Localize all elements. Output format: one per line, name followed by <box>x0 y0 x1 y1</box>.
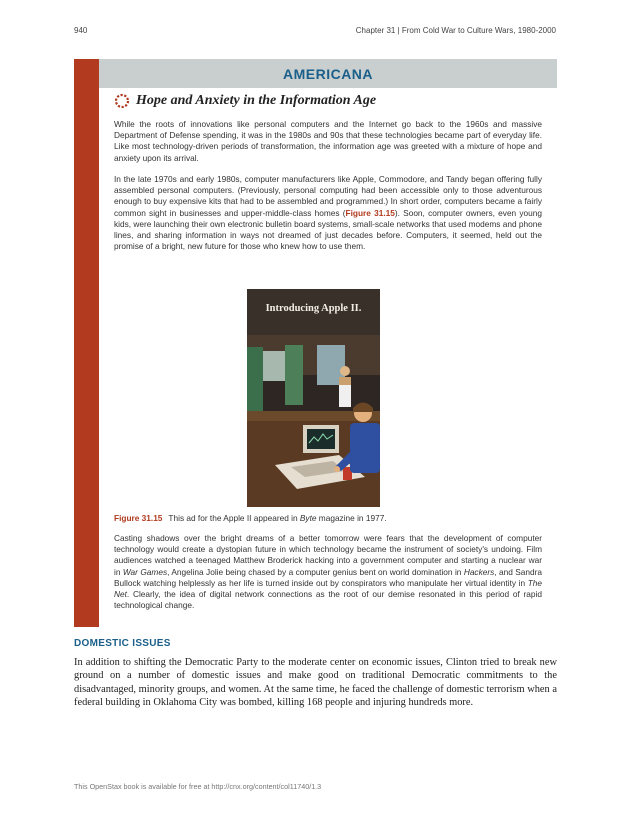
americana-star-icon <box>114 93 130 109</box>
film-title-hackers: Hackers <box>463 566 495 577</box>
feature-paragraph-3 <box>114 533 542 611</box>
feature-paragraph-2-text-b: ). Soon, computer owners, even young kids, were launching their own electronic bulletin board systems, small-scale networks that used modems and phone lines, and sharing information in ways not dreamed of just decades before. Computers, it seemed, held out the promise of a bright, new future for those who knew how to use them. <box>114 207 543 252</box>
feature-paragraph-2 <box>114 174 542 252</box>
film-title-the-net: The Net <box>114 577 542 600</box>
section-body: In addition to shifting the Democratic Party to the moderate center on economic issues, Clinton tried to break new ground on a number of domestic issues and make good on traditional Democratic commitments to the disadvantaged, minority groups, and women. At the same time, he faced the challenge of domestic terrorism when a federal building in Oklahoma City was bombed, killing 168 people and injuring hundreds more. <box>74 657 557 709</box>
footer-note: This OpenStax book is available for free at http://cnx.org/content/col11740/1.3 <box>74 782 322 791</box>
apple-ii-ad-image <box>247 289 380 507</box>
feature-banner <box>99 59 557 88</box>
p3-text-b: , Angelina Jolie being chased by a computer genius bent on world domination in <box>167 566 464 577</box>
section-heading: DOMESTIC ISSUES <box>74 638 171 649</box>
p3-text-a: Casting shadows over the bright dreams of a better tomorrow were fears that the development of computer technology would create a dystopian future in which technology became the instrument of society's undoing. Film audiences watched a teenaged Matthew Broderick hacking into a government computer and starting a nuclear war in <box>114 533 542 577</box>
p3-text-d: . Clearly, the idea of digital network connections as the root of our demise resonated in this period of rapid technological change. <box>114 589 542 611</box>
figure-caption-publication: Byte <box>299 513 317 523</box>
feature-paragraph-1: While the roots of innovations like personal computers and the Internet go back to the 1960s and massive Department of Defense spending, it was in the 1980s and 90s that these technologies became part of everyday life. Like most technology-driven periods of transformation, the information age was greeted with a mixture of hope and anxiety upon its arrival. <box>114 119 542 163</box>
film-title-war-games: War Games <box>122 566 168 577</box>
figure-caption-text-b: magazine in 1977. <box>316 513 387 523</box>
figure-caption <box>114 513 387 523</box>
page-number: 940 <box>74 26 88 35</box>
feature-side-bar <box>74 59 99 627</box>
p3-text-c: , and Sandra Bullock watching helplessly as her life is turned inside out by conspirators who manipulate her virtual identity in <box>114 566 542 588</box>
figure-caption-text-a: This ad for the Apple II appeared in <box>168 513 300 523</box>
chapter-header: Chapter 31 | From Cold War to Culture Wars, 1980-2000 <box>355 26 556 35</box>
apple-ii-ad-illustration <box>247 289 380 507</box>
figure-label: Figure 31.15 <box>114 513 163 523</box>
feature-title: Hope and Anxiety in the Information Age <box>136 93 377 108</box>
figure-reference-link[interactable]: Figure 31.15 <box>345 207 395 218</box>
feature-paragraph-2-text-a: In the late 1970s and early 1980s, computer manufacturers like Apple, Commodore, and Tandy began offering fully assembled personal computers. (Previously, personal computing had been accessible only to those adventurous enough to buy expensive kits that had to be assembled and programmed.) In short order, computers became a fairly common sight in businesses and upper-middle-class homes ( <box>114 174 542 218</box>
ad-headline: Introducing Apple II. <box>265 303 362 314</box>
feature-title-row <box>114 93 376 109</box>
americana-feature-box <box>74 59 557 627</box>
feature-label: AMERICANA <box>282 65 374 82</box>
